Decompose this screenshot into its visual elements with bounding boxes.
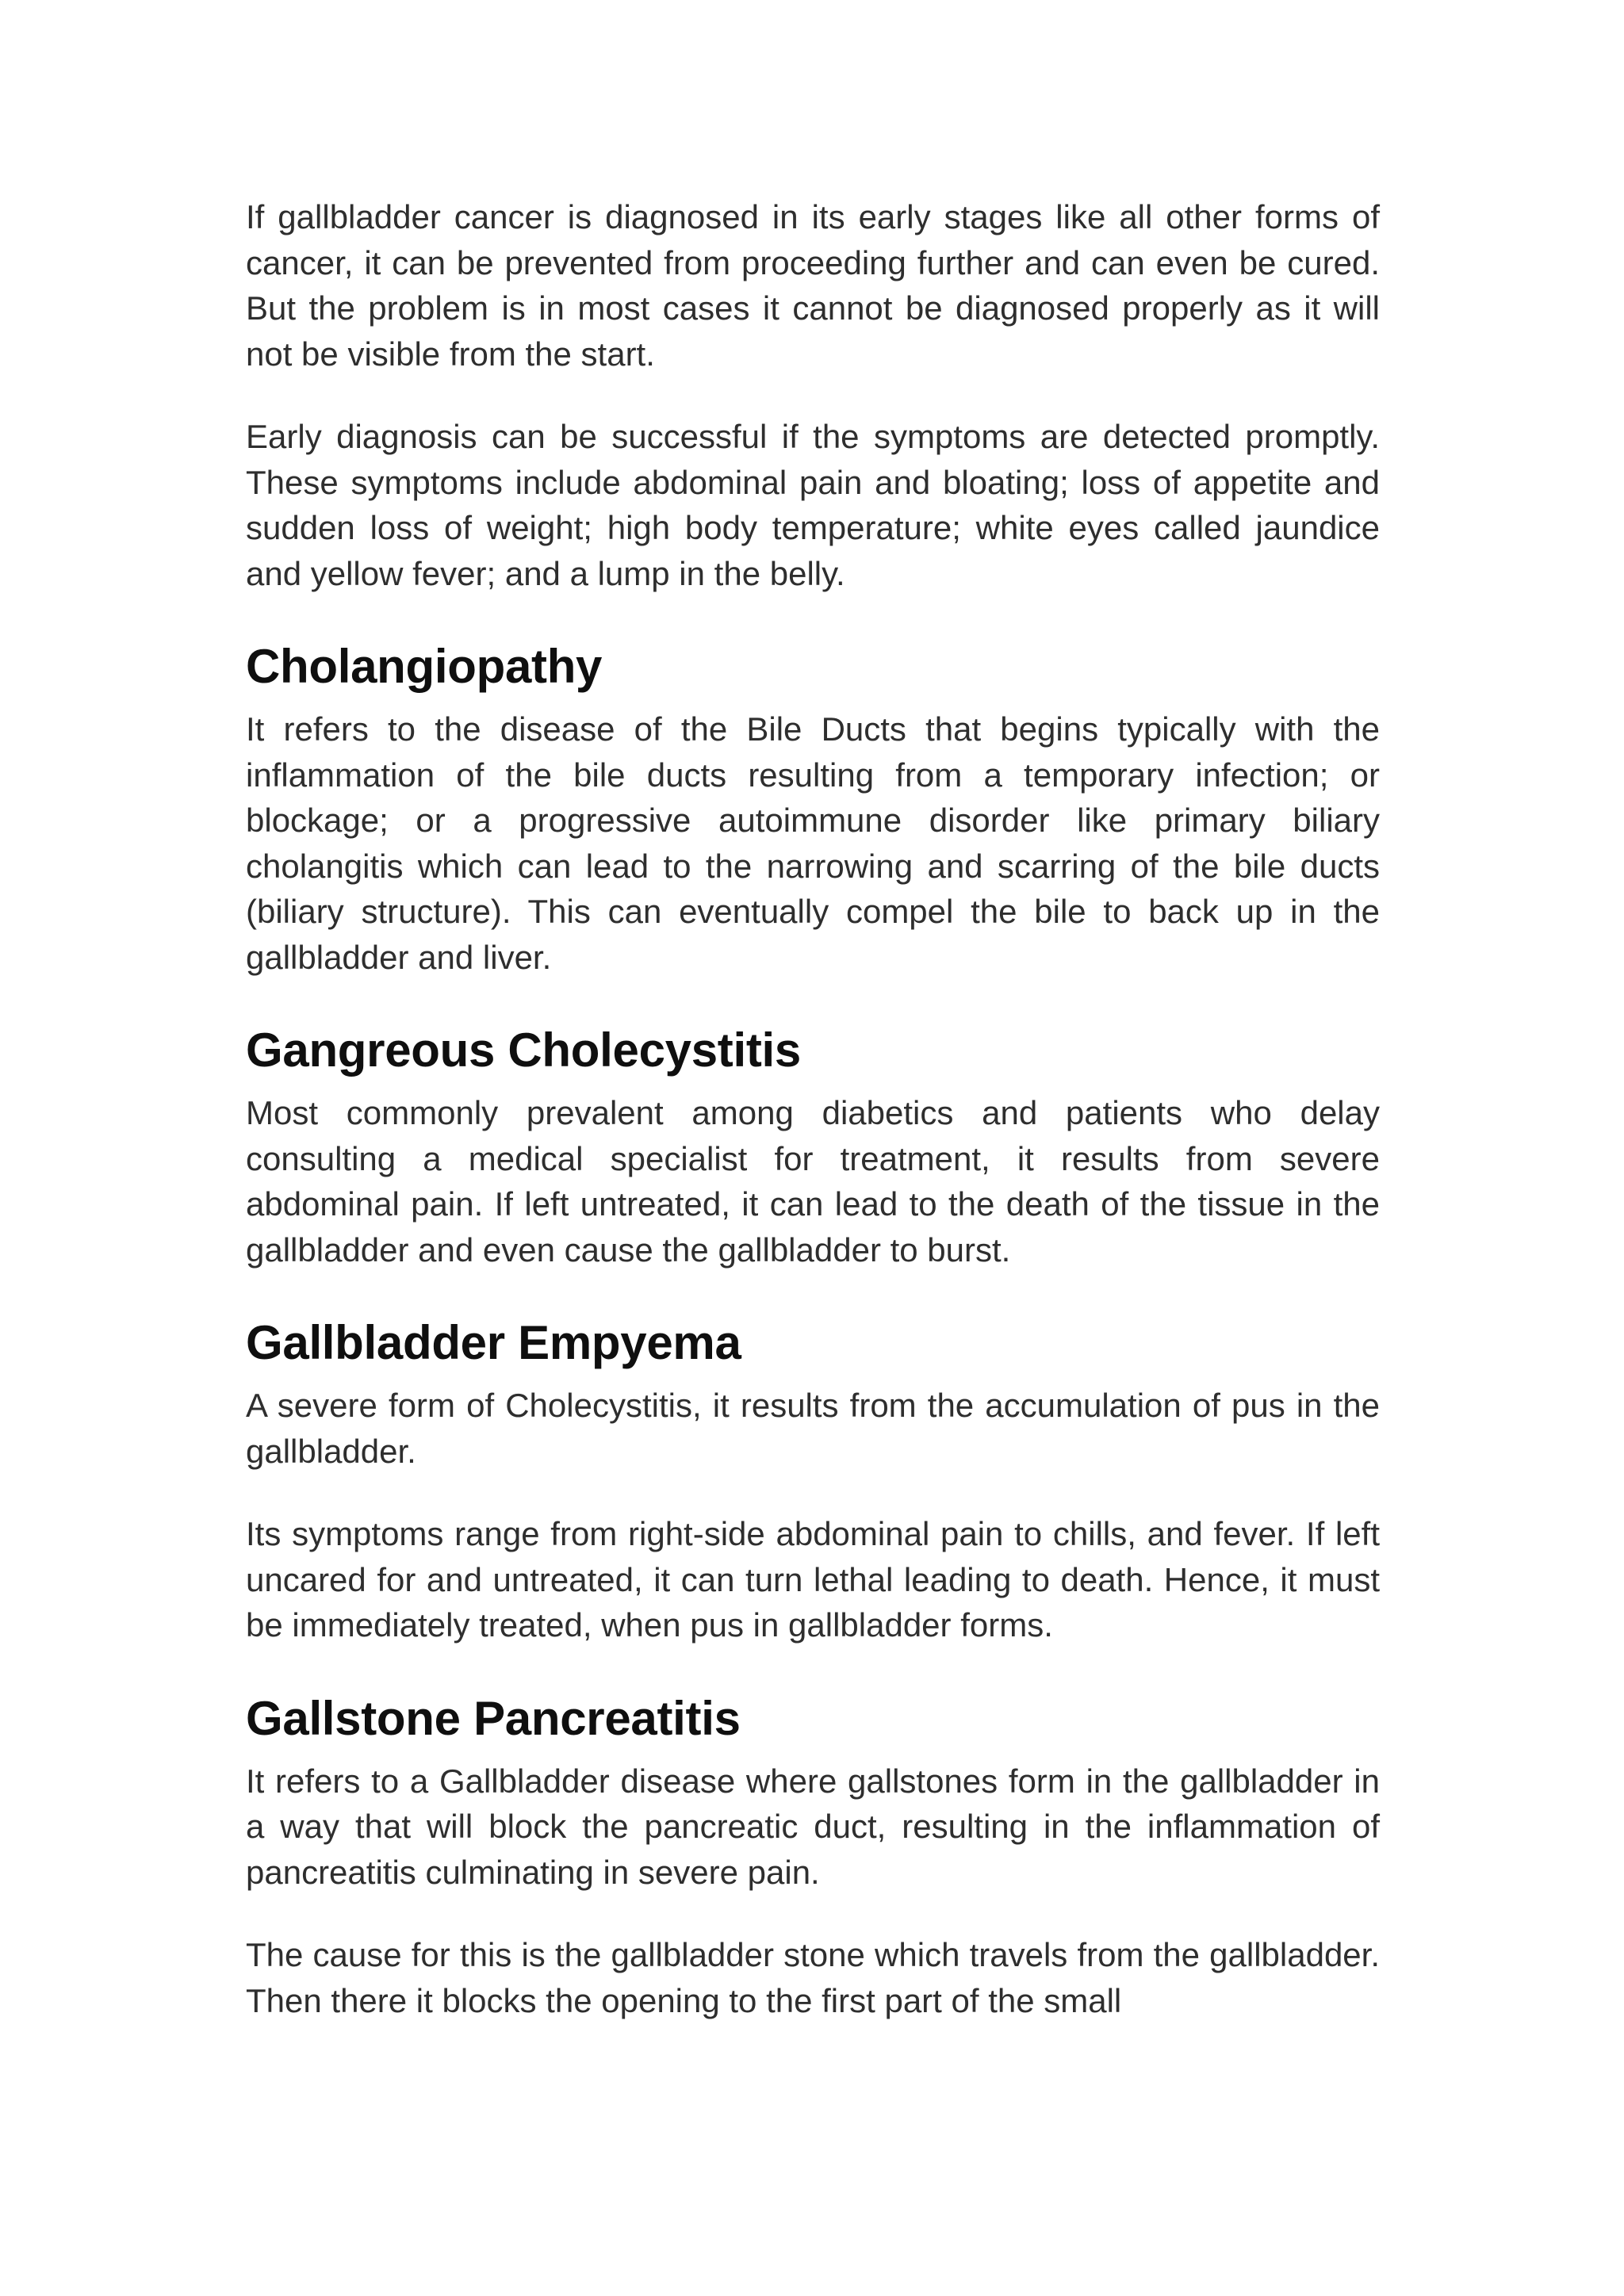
section-paragraph: Its symptoms range from right-side abdominal pain to chills, and fever. If left uncared for and untreated, it can turn lethal leading to death. Hence, it must be immediately treated, when pus in gallbladder forms. [246, 1515, 1380, 1644]
section-paragraph: The cause for this is the gallbladder stone which travels from the gallbladder. Then there it blocks the opening to the first part of the small [246, 1936, 1380, 2019]
section-heading-gallstone-pancreatitis: Gallstone Pancreatitis [246, 1691, 741, 1745]
intro-paragraph: If gallbladder cancer is diagnosed in its early stages like all other forms of cancer, it can be prevented from proceeding further and can even be cured. But the problem is in most cases it cannot be diagnosed properly as it will not be visible from the start. [246, 198, 1380, 373]
section-heading-gallbladder-empyema: Gallbladder Empyema [246, 1316, 741, 1369]
section-paragraph: It refers to the disease of the Bile Ducts that begins typically with the inflammation of the bile ducts resulting from a temporary infection; or blockage; or a progressive autoimmune disorder like primary biliary cholangitis which can lead to the narrowing and scarring of the bile ducts (biliary structure). This can eventually compel the bile to back up in the gallbladder and liver. [246, 710, 1380, 976]
document-body [246, 194, 1380, 2061]
section-paragraph: A severe form of Cholecystitis, it results from the accumulation of pus in the gallbladder. [246, 1387, 1380, 1470]
section-heading-gangreous-cholecystitis: Gangreous Cholecystitis [246, 1024, 801, 1077]
intro-paragraph: Early diagnosis can be successful if the symptoms are detected promptly. These symptoms include abdominal pain and bloating; loss of appetite and sudden loss of weight; high body temperature; white eyes called jaundice and yellow fever; and a lump in the belly. [246, 418, 1380, 592]
section-paragraph: Most commonly prevalent among diabetics and patients who delay consulting a medical specialist for treatment, it results from severe abdominal pain. If left untreated, it can lead to the death of the tissue in the gallbladder and even cause the gallbladder to burst. [246, 1094, 1380, 1269]
section-heading-cholangiopathy: Cholangiopathy [246, 640, 603, 693]
section-paragraph: It refers to a Gallbladder disease where gallstones form in the gallbladder in a way that will block the pancreatic duct, resulting in the inflammation of pancreatitis culminating in severe pain. [246, 1762, 1380, 1891]
